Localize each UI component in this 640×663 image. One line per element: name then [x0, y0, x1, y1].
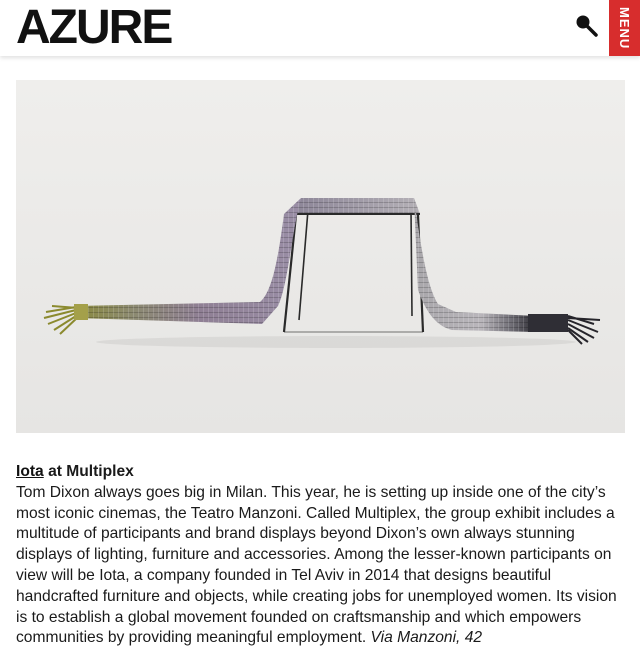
azure-logo[interactable]: AZURE	[16, 1, 172, 54]
article-caption	[16, 462, 626, 649]
caption-body: Tom Dixon always goes big in Milan. This year, he is setting up inside one of the city’s most iconic cinemas, the Teatro Manzoni. Called Multiplex, the group exhibit includes a multitude of participants and brand displays beyond Dixon’s own always stunning displays of lighting, furniture and accessories. Among the lesser-known participants on view will be Iota, a company founded in Tel Aviv in 2014 that designs beautiful handcrafted furniture and objects, while creating jobs for unemployed women. Its vision is to establish a global movement founded on craftsmanship and which empowers communities by providing meaningful employment.	[16, 483, 617, 647]
caption-title-rest: at Multiplex	[43, 463, 134, 480]
caption-title	[16, 462, 626, 483]
hero-image	[16, 80, 625, 433]
site-header	[0, 0, 640, 56]
menu-button[interactable]	[609, 0, 640, 56]
menu-label: MENU	[617, 6, 632, 50]
brand-link-iota[interactable]: Iota	[16, 463, 44, 480]
caption-address: Via Manzoni, 42	[370, 629, 483, 647]
search-icon[interactable]	[574, 13, 600, 39]
